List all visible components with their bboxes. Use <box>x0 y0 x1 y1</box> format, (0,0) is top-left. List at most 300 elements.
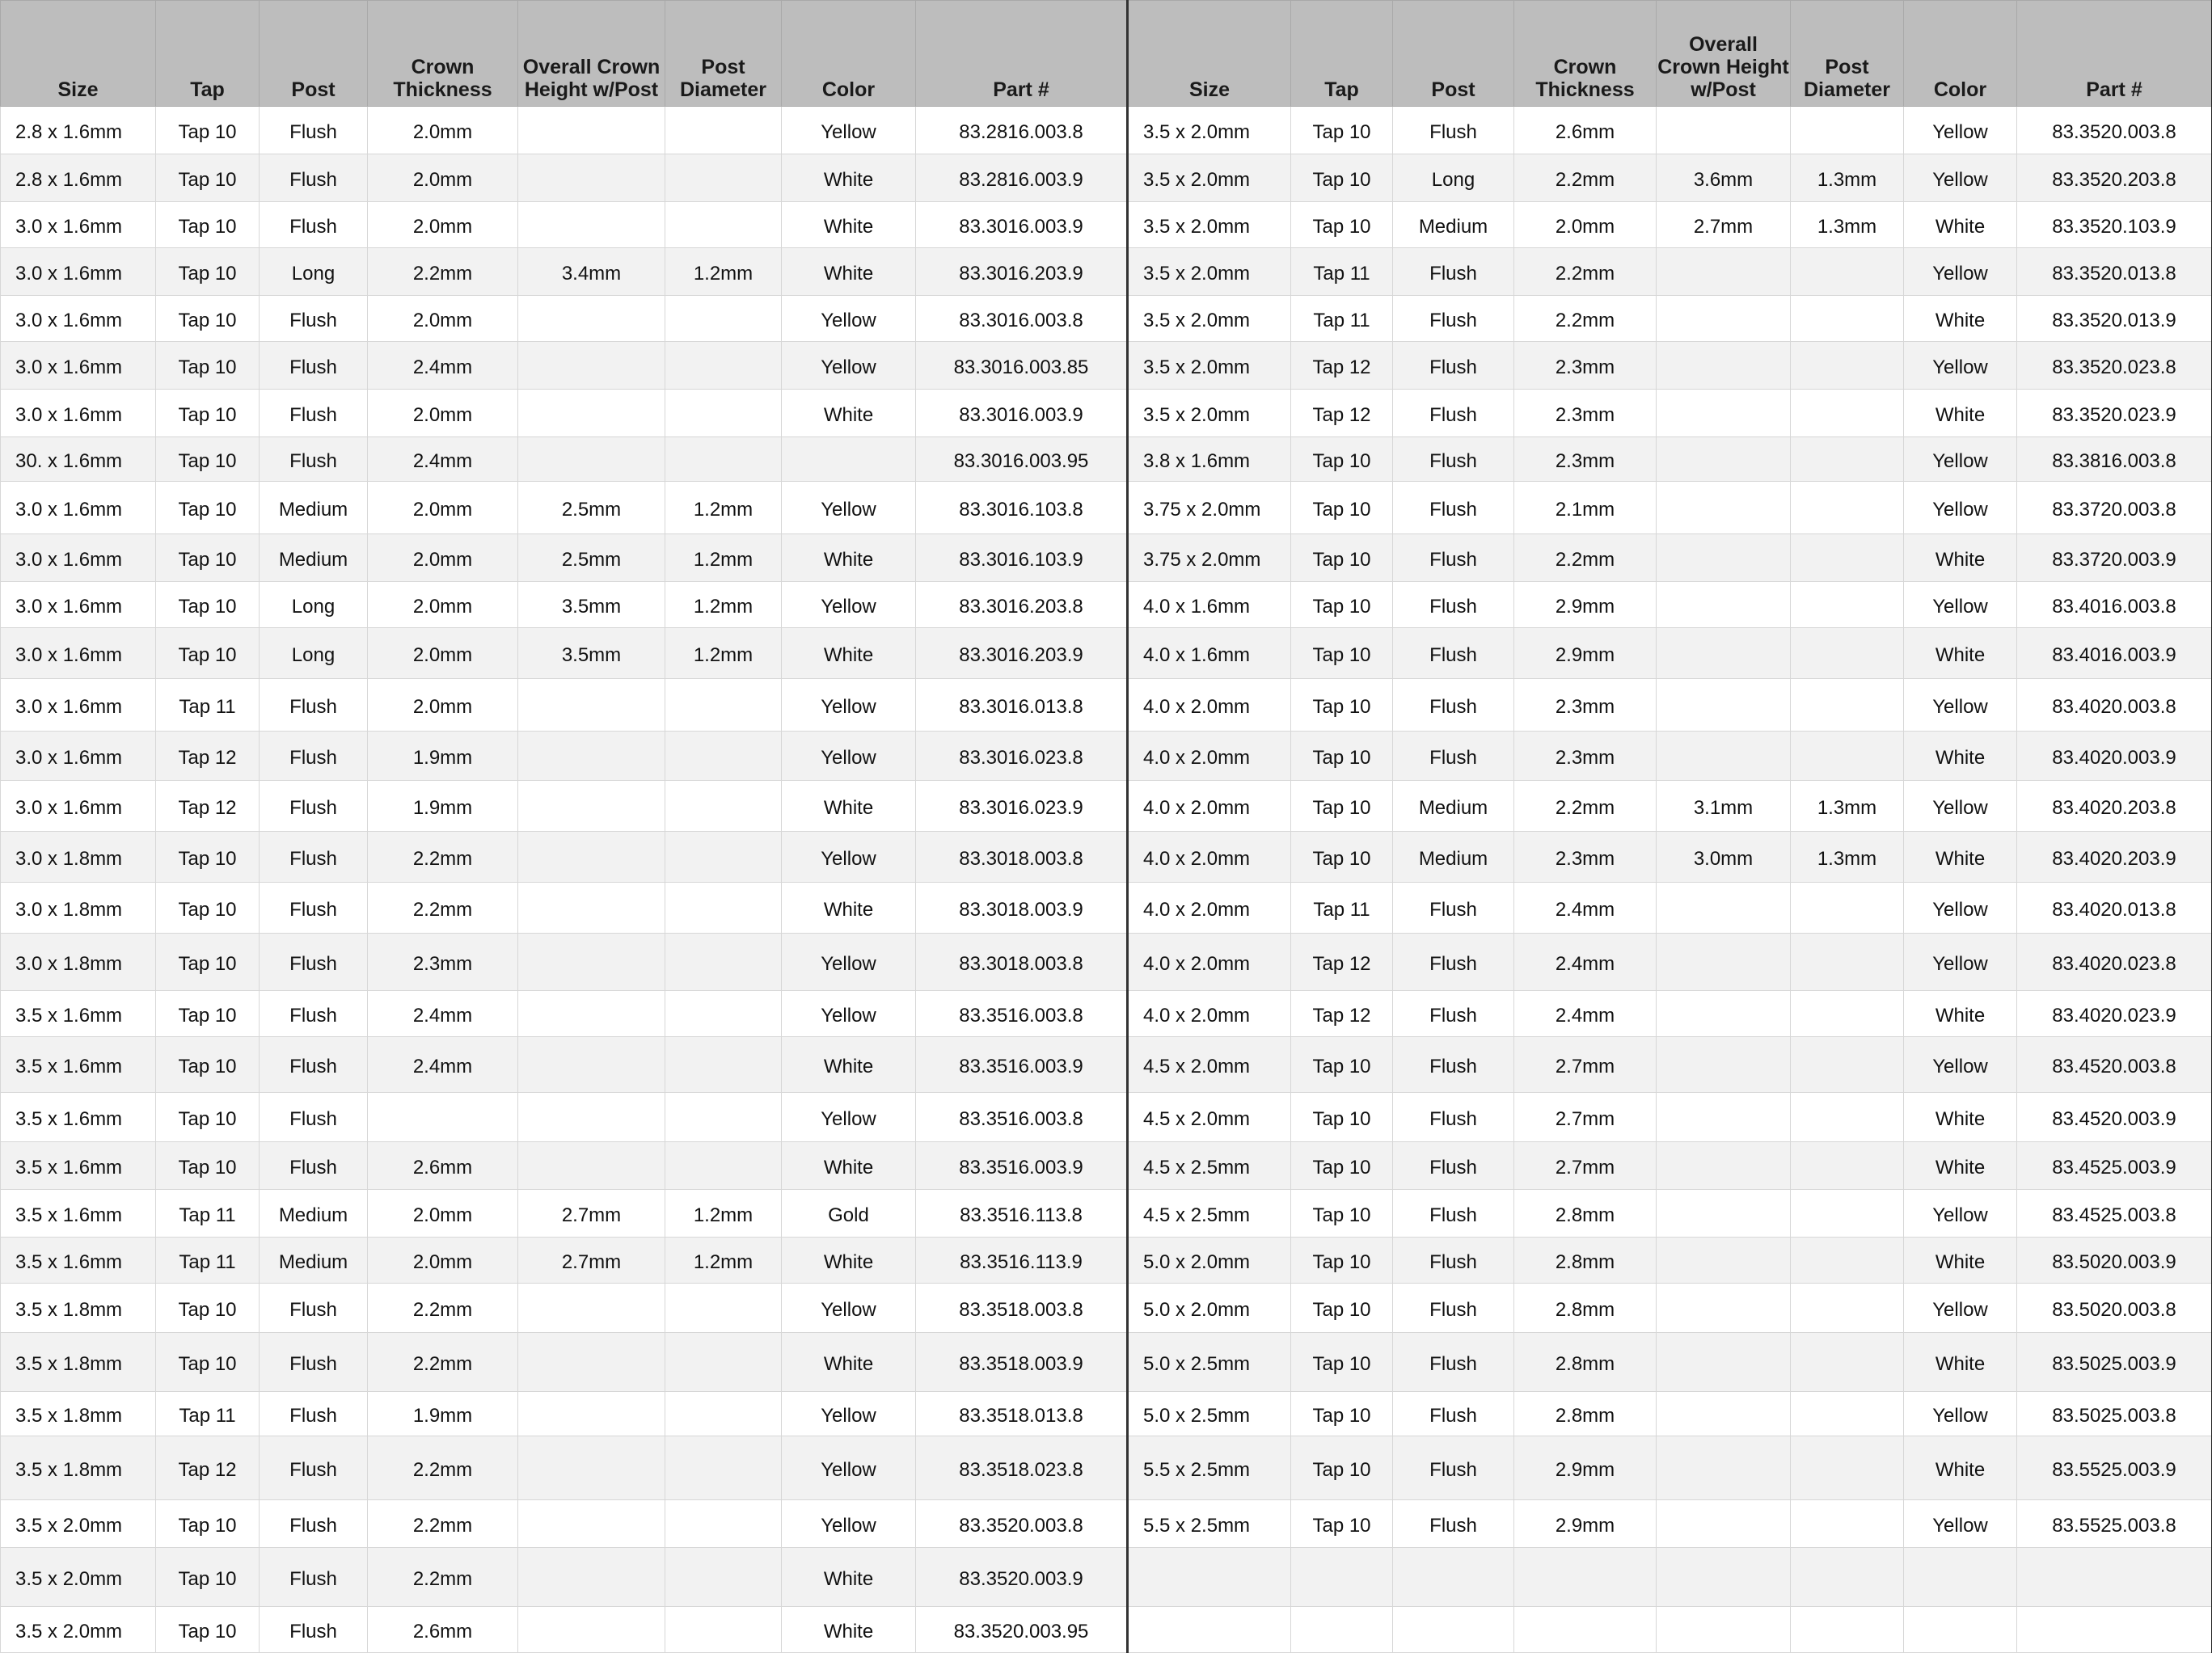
cell-size-left[interactable]: 3.5 x 1.8mm <box>1 1284 156 1333</box>
cell-color-left[interactable]: White <box>782 1142 916 1190</box>
cell-color-left[interactable]: White <box>782 1607 916 1653</box>
cell-overall-crown-height-right[interactable] <box>1657 1190 1791 1238</box>
cell-overall-crown-height-right[interactable] <box>1657 582 1791 628</box>
cell-part-number-right[interactable]: 83.4020.003.9 <box>2017 732 2212 781</box>
cell-post-diameter-left[interactable] <box>665 437 782 482</box>
cell-tap-left[interactable]: Tap 10 <box>156 832 260 883</box>
cell-tap-left[interactable]: Tap 10 <box>156 534 260 582</box>
cell-part-number-right[interactable]: 83.4020.023.9 <box>2017 991 2212 1037</box>
cell-part-number-left[interactable]: 83.3018.003.8 <box>916 832 1128 883</box>
cell-overall-crown-height-right[interactable] <box>1657 390 1791 437</box>
cell-overall-crown-height-left[interactable] <box>518 390 665 437</box>
cell-overall-crown-height-left[interactable] <box>518 883 665 934</box>
cell-tap-left[interactable]: Tap 12 <box>156 1436 260 1500</box>
cell-size-right[interactable]: 4.0 x 1.6mm <box>1128 628 1291 679</box>
cell-post-left[interactable]: Medium <box>260 1190 368 1238</box>
cell-overall-crown-height-right[interactable] <box>1657 248 1791 296</box>
cell-color-right[interactable]: Yellow <box>1904 582 2017 628</box>
cell-size-left[interactable]: 30. x 1.6mm <box>1 437 156 482</box>
cell-crown-thickness-right[interactable]: 2.3mm <box>1514 832 1657 883</box>
cell-tap-right[interactable]: Tap 10 <box>1291 202 1393 248</box>
cell-crown-thickness-left[interactable]: 2.0mm <box>368 154 518 202</box>
cell-post-diameter-left[interactable] <box>665 154 782 202</box>
cell-overall-crown-height-right[interactable] <box>1657 437 1791 482</box>
cell-color-right[interactable]: Yellow <box>1904 154 2017 202</box>
cell-crown-thickness-left[interactable]: 2.2mm <box>368 1548 518 1607</box>
header-crown-thickness[interactable]: Crown Thickness <box>1514 1 1657 107</box>
cell-crown-thickness-right[interactable]: 2.9mm <box>1514 1436 1657 1500</box>
cell-crown-thickness-right[interactable]: 2.4mm <box>1514 991 1657 1037</box>
cell-tap-right[interactable] <box>1291 1548 1393 1607</box>
cell-crown-thickness-left[interactable]: 2.0mm <box>368 202 518 248</box>
cell-part-number-right[interactable]: 83.4020.203.8 <box>2017 781 2212 832</box>
cell-size-right[interactable]: 5.0 x 2.5mm <box>1128 1333 1291 1392</box>
cell-color-right[interactable]: White <box>1904 202 2017 248</box>
cell-post-right[interactable]: Flush <box>1393 1190 1514 1238</box>
cell-part-number-right[interactable]: 83.3520.203.8 <box>2017 154 2212 202</box>
cell-color-right[interactable]: Yellow <box>1904 248 2017 296</box>
cell-crown-thickness-left[interactable]: 2.0mm <box>368 482 518 534</box>
cell-crown-thickness-left[interactable]: 2.2mm <box>368 832 518 883</box>
cell-crown-thickness-left[interactable]: 2.2mm <box>368 1500 518 1548</box>
cell-part-number-left[interactable]: 83.3016.003.85 <box>916 342 1128 390</box>
cell-part-number-right[interactable]: 83.3720.003.9 <box>2017 534 2212 582</box>
cell-part-number-right[interactable]: 83.3720.003.8 <box>2017 482 2212 534</box>
cell-post-diameter-right[interactable] <box>1791 1142 1904 1190</box>
cell-overall-crown-height-right[interactable] <box>1657 1500 1791 1548</box>
cell-size-left[interactable]: 3.5 x 1.6mm <box>1 1037 156 1093</box>
cell-overall-crown-height-right[interactable]: 3.1mm <box>1657 781 1791 832</box>
cell-overall-crown-height-left[interactable] <box>518 154 665 202</box>
cell-post-right[interactable]: Medium <box>1393 832 1514 883</box>
cell-color-left[interactable]: White <box>782 1548 916 1607</box>
cell-size-right[interactable]: 3.5 x 2.0mm <box>1128 296 1291 342</box>
cell-part-number-right[interactable]: 83.3520.013.9 <box>2017 296 2212 342</box>
cell-overall-crown-height-right[interactable]: 2.7mm <box>1657 202 1791 248</box>
cell-color-right[interactable]: White <box>1904 732 2017 781</box>
cell-part-number-left[interactable]: 83.3518.003.9 <box>916 1333 1128 1392</box>
cell-color-right[interactable]: Yellow <box>1904 1037 2017 1093</box>
cell-crown-thickness-left[interactable]: 1.9mm <box>368 732 518 781</box>
cell-overall-crown-height-right[interactable] <box>1657 342 1791 390</box>
cell-tap-right[interactable]: Tap 10 <box>1291 437 1393 482</box>
cell-post-left[interactable]: Flush <box>260 991 368 1037</box>
cell-part-number-right[interactable]: 83.5025.003.9 <box>2017 1333 2212 1392</box>
cell-crown-thickness-right[interactable]: 2.8mm <box>1514 1190 1657 1238</box>
cell-crown-thickness-right[interactable]: 2.8mm <box>1514 1238 1657 1284</box>
cell-post-right[interactable]: Flush <box>1393 1436 1514 1500</box>
cell-post-right[interactable]: Flush <box>1393 1284 1514 1333</box>
cell-crown-thickness-left[interactable]: 2.4mm <box>368 991 518 1037</box>
cell-overall-crown-height-right[interactable] <box>1657 1436 1791 1500</box>
cell-size-left[interactable]: 3.5 x 2.0mm <box>1 1500 156 1548</box>
cell-part-number-right[interactable]: 83.4525.003.8 <box>2017 1190 2212 1238</box>
cell-size-left[interactable]: 3.0 x 1.8mm <box>1 934 156 991</box>
cell-overall-crown-height-left[interactable] <box>518 832 665 883</box>
cell-size-left[interactable]: 3.0 x 1.6mm <box>1 482 156 534</box>
cell-part-number-right[interactable]: 83.3816.003.8 <box>2017 437 2212 482</box>
cell-part-number-left[interactable]: 83.3016.203.9 <box>916 248 1128 296</box>
cell-tap-left[interactable]: Tap 10 <box>156 1333 260 1392</box>
cell-crown-thickness-left[interactable]: 2.0mm <box>368 679 518 732</box>
cell-size-right[interactable]: 4.5 x 2.0mm <box>1128 1037 1291 1093</box>
cell-tap-left[interactable]: Tap 10 <box>156 1142 260 1190</box>
cell-color-left[interactable]: Yellow <box>782 832 916 883</box>
cell-post-diameter-right[interactable] <box>1791 482 1904 534</box>
cell-crown-thickness-right[interactable]: 2.3mm <box>1514 342 1657 390</box>
cell-post-diameter-left[interactable]: 1.2mm <box>665 1190 782 1238</box>
cell-part-number-left[interactable]: 83.3516.003.8 <box>916 1093 1128 1142</box>
cell-post-left[interactable]: Flush <box>260 781 368 832</box>
cell-color-right[interactable]: Yellow <box>1904 107 2017 154</box>
cell-size-right[interactable]: 3.5 x 2.0mm <box>1128 248 1291 296</box>
cell-crown-thickness-left[interactable]: 2.0mm <box>368 296 518 342</box>
cell-part-number-right[interactable]: 83.3520.023.9 <box>2017 390 2212 437</box>
cell-part-number-right[interactable]: 83.4020.003.8 <box>2017 679 2212 732</box>
cell-color-left[interactable]: Yellow <box>782 342 916 390</box>
cell-color-left[interactable]: Gold <box>782 1190 916 1238</box>
cell-post-diameter-left[interactable] <box>665 781 782 832</box>
cell-post-diameter-right[interactable] <box>1791 1037 1904 1093</box>
cell-size-right[interactable]: 4.5 x 2.5mm <box>1128 1190 1291 1238</box>
cell-post-right[interactable]: Flush <box>1393 934 1514 991</box>
cell-overall-crown-height-right[interactable] <box>1657 628 1791 679</box>
cell-size-right[interactable]: 3.5 x 2.0mm <box>1128 390 1291 437</box>
cell-part-number-left[interactable]: 83.3518.023.8 <box>916 1436 1128 1500</box>
cell-post-right[interactable]: Flush <box>1393 1500 1514 1548</box>
cell-size-left[interactable]: 3.0 x 1.8mm <box>1 832 156 883</box>
cell-part-number-right[interactable]: 83.4020.203.9 <box>2017 832 2212 883</box>
cell-post-diameter-left[interactable] <box>665 1436 782 1500</box>
cell-color-left[interactable]: White <box>782 248 916 296</box>
cell-overall-crown-height-left[interactable] <box>518 781 665 832</box>
header-overall-crown-height[interactable]: Overall Crown Height w/Post <box>518 1 665 107</box>
cell-post-diameter-right[interactable] <box>1791 1607 1904 1653</box>
cell-size-right[interactable]: 4.0 x 2.0mm <box>1128 883 1291 934</box>
cell-part-number-left[interactable]: 83.3516.003.8 <box>916 991 1128 1037</box>
cell-overall-crown-height-left[interactable] <box>518 934 665 991</box>
cell-part-number-left[interactable]: 83.3520.003.9 <box>916 1548 1128 1607</box>
cell-post-right[interactable]: Flush <box>1393 248 1514 296</box>
cell-tap-left[interactable]: Tap 10 <box>156 202 260 248</box>
cell-overall-crown-height-left[interactable] <box>518 1436 665 1500</box>
cell-post-right[interactable]: Flush <box>1393 296 1514 342</box>
cell-color-right[interactable]: Yellow <box>1904 934 2017 991</box>
cell-post-diameter-right[interactable] <box>1791 1392 1904 1436</box>
cell-post-right[interactable]: Flush <box>1393 482 1514 534</box>
cell-crown-thickness-right[interactable]: 2.3mm <box>1514 390 1657 437</box>
cell-color-left[interactable]: Yellow <box>782 732 916 781</box>
cell-post-diameter-right[interactable]: 1.3mm <box>1791 202 1904 248</box>
cell-size-right[interactable]: 4.0 x 1.6mm <box>1128 582 1291 628</box>
cell-tap-left[interactable]: Tap 10 <box>156 1284 260 1333</box>
cell-tap-left[interactable]: Tap 10 <box>156 1500 260 1548</box>
cell-tap-right[interactable]: Tap 11 <box>1291 883 1393 934</box>
cell-post-diameter-right[interactable] <box>1791 437 1904 482</box>
cell-part-number-left[interactable]: 83.3016.003.9 <box>916 202 1128 248</box>
cell-size-left[interactable]: 3.0 x 1.8mm <box>1 883 156 934</box>
cell-size-left[interactable]: 3.5 x 1.8mm <box>1 1436 156 1500</box>
cell-post-left[interactable]: Flush <box>260 934 368 991</box>
cell-color-left[interactable]: White <box>782 534 916 582</box>
cell-size-left[interactable]: 3.0 x 1.6mm <box>1 390 156 437</box>
cell-crown-thickness-right[interactable]: 2.9mm <box>1514 628 1657 679</box>
cell-part-number-left[interactable]: 83.3520.003.8 <box>916 1500 1128 1548</box>
cell-part-number-left[interactable]: 83.3016.003.9 <box>916 390 1128 437</box>
cell-post-diameter-right[interactable]: 1.3mm <box>1791 781 1904 832</box>
cell-size-left[interactable]: 3.5 x 1.6mm <box>1 1142 156 1190</box>
cell-size-right[interactable]: 3.75 x 2.0mm <box>1128 482 1291 534</box>
cell-part-number-left[interactable]: 83.3016.003.95 <box>916 437 1128 482</box>
cell-crown-thickness-left[interactable]: 2.2mm <box>368 248 518 296</box>
cell-color-right[interactable]: Yellow <box>1904 1190 2017 1238</box>
cell-tap-left[interactable]: Tap 11 <box>156 1190 260 1238</box>
cell-size-right[interactable]: 4.0 x 2.0mm <box>1128 832 1291 883</box>
cell-crown-thickness-right[interactable]: 2.0mm <box>1514 202 1657 248</box>
cell-post-diameter-right[interactable] <box>1791 1238 1904 1284</box>
cell-color-left[interactable]: White <box>782 883 916 934</box>
cell-post-left[interactable]: Flush <box>260 1093 368 1142</box>
cell-crown-thickness-left[interactable]: 2.2mm <box>368 883 518 934</box>
cell-part-number-left[interactable]: 83.3016.203.8 <box>916 582 1128 628</box>
cell-crown-thickness-left[interactable]: 2.2mm <box>368 1333 518 1392</box>
cell-color-right[interactable]: White <box>1904 1436 2017 1500</box>
cell-post-diameter-right[interactable] <box>1791 296 1904 342</box>
cell-color-right[interactable]: Yellow <box>1904 1392 2017 1436</box>
cell-crown-thickness-right[interactable]: 2.8mm <box>1514 1392 1657 1436</box>
cell-color-left[interactable]: Yellow <box>782 296 916 342</box>
cell-overall-crown-height-left[interactable] <box>518 202 665 248</box>
cell-size-left[interactable]: 3.5 x 1.6mm <box>1 1238 156 1284</box>
cell-part-number-right[interactable]: 83.5525.003.9 <box>2017 1436 2212 1500</box>
cell-tap-left[interactable]: Tap 10 <box>156 248 260 296</box>
cell-tap-right[interactable]: Tap 10 <box>1291 107 1393 154</box>
cell-part-number-right[interactable]: 83.3520.103.9 <box>2017 202 2212 248</box>
header-tap[interactable]: Tap <box>1291 1 1393 107</box>
cell-part-number-right[interactable]: 83.3520.013.8 <box>2017 248 2212 296</box>
cell-part-number-right[interactable]: 83.4016.003.9 <box>2017 628 2212 679</box>
cell-size-right[interactable]: 3.5 x 2.0mm <box>1128 154 1291 202</box>
cell-post-left[interactable]: Flush <box>260 1607 368 1653</box>
cell-color-left[interactable]: Yellow <box>782 1436 916 1500</box>
cell-overall-crown-height-left[interactable] <box>518 1392 665 1436</box>
cell-post-diameter-right[interactable] <box>1791 732 1904 781</box>
cell-tap-left[interactable]: Tap 10 <box>156 628 260 679</box>
cell-color-right[interactable]: White <box>1904 1333 2017 1392</box>
cell-overall-crown-height-right[interactable] <box>1657 883 1791 934</box>
cell-part-number-left[interactable]: 83.3516.003.9 <box>916 1142 1128 1190</box>
cell-overall-crown-height-right[interactable] <box>1657 934 1791 991</box>
cell-size-left[interactable]: 2.8 x 1.6mm <box>1 154 156 202</box>
cell-overall-crown-height-left[interactable] <box>518 1037 665 1093</box>
cell-size-right[interactable]: 4.5 x 2.0mm <box>1128 1093 1291 1142</box>
cell-tap-right[interactable]: Tap 12 <box>1291 390 1393 437</box>
cell-crown-thickness-left[interactable]: 2.3mm <box>368 934 518 991</box>
cell-tap-right[interactable]: Tap 10 <box>1291 1190 1393 1238</box>
cell-part-number-right[interactable]: 83.4525.003.9 <box>2017 1142 2212 1190</box>
cell-part-number-left[interactable]: 83.3018.003.9 <box>916 883 1128 934</box>
cell-post-left[interactable]: Flush <box>260 679 368 732</box>
header-size[interactable]: Size <box>1 1 156 107</box>
cell-color-right[interactable]: Yellow <box>1904 883 2017 934</box>
cell-post-diameter-left[interactable] <box>665 1093 782 1142</box>
cell-tap-right[interactable]: Tap 10 <box>1291 679 1393 732</box>
cell-post-diameter-right[interactable] <box>1791 1093 1904 1142</box>
cell-tap-left[interactable]: Tap 10 <box>156 1093 260 1142</box>
cell-size-left[interactable]: 3.5 x 2.0mm <box>1 1607 156 1653</box>
cell-tap-right[interactable]: Tap 10 <box>1291 1333 1393 1392</box>
cell-overall-crown-height-left[interactable] <box>518 107 665 154</box>
cell-post-diameter-left[interactable] <box>665 732 782 781</box>
cell-part-number-left[interactable]: 83.3520.003.95 <box>916 1607 1128 1653</box>
cell-overall-crown-height-left[interactable] <box>518 1500 665 1548</box>
cell-tap-left[interactable]: Tap 10 <box>156 991 260 1037</box>
cell-size-right[interactable]: 5.0 x 2.5mm <box>1128 1392 1291 1436</box>
cell-crown-thickness-left[interactable]: 2.0mm <box>368 390 518 437</box>
cell-overall-crown-height-right[interactable] <box>1657 1333 1791 1392</box>
cell-color-right[interactable]: Yellow <box>1904 482 2017 534</box>
cell-post-right[interactable]: Medium <box>1393 202 1514 248</box>
cell-crown-thickness-left[interactable]: 2.0mm <box>368 534 518 582</box>
cell-tap-right[interactable]: Tap 10 <box>1291 1037 1393 1093</box>
cell-post-diameter-right[interactable] <box>1791 679 1904 732</box>
cell-tap-right[interactable]: Tap 10 <box>1291 154 1393 202</box>
cell-crown-thickness-right[interactable]: 2.7mm <box>1514 1142 1657 1190</box>
cell-post-right[interactable]: Flush <box>1393 991 1514 1037</box>
cell-post-diameter-left[interactable] <box>665 1037 782 1093</box>
cell-post-left[interactable]: Flush <box>260 1284 368 1333</box>
cell-crown-thickness-right[interactable] <box>1514 1607 1657 1653</box>
cell-overall-crown-height-left[interactable] <box>518 1284 665 1333</box>
cell-overall-crown-height-left[interactable] <box>518 1548 665 1607</box>
cell-color-right[interactable] <box>1904 1548 2017 1607</box>
cell-crown-thickness-left[interactable] <box>368 1093 518 1142</box>
cell-color-left[interactable]: Yellow <box>782 582 916 628</box>
cell-tap-right[interactable]: Tap 10 <box>1291 732 1393 781</box>
cell-post-right[interactable]: Flush <box>1393 679 1514 732</box>
cell-post-right[interactable]: Medium <box>1393 781 1514 832</box>
cell-color-left[interactable]: White <box>782 154 916 202</box>
cell-post-left[interactable]: Flush <box>260 732 368 781</box>
cell-part-number-left[interactable]: 83.3016.013.8 <box>916 679 1128 732</box>
cell-part-number-left[interactable]: 83.3516.113.8 <box>916 1190 1128 1238</box>
cell-size-right[interactable]: 5.0 x 2.0mm <box>1128 1238 1291 1284</box>
cell-color-right[interactable]: White <box>1904 1238 2017 1284</box>
cell-size-right[interactable]: 5.5 x 2.5mm <box>1128 1500 1291 1548</box>
cell-tap-left[interactable]: Tap 10 <box>156 390 260 437</box>
cell-part-number-left[interactable]: 83.3016.023.9 <box>916 781 1128 832</box>
cell-color-right[interactable]: Yellow <box>1904 437 2017 482</box>
cell-size-left[interactable]: 3.5 x 2.0mm <box>1 1548 156 1607</box>
cell-post-diameter-left[interactable] <box>665 1548 782 1607</box>
cell-post-left[interactable]: Flush <box>260 1500 368 1548</box>
cell-crown-thickness-left[interactable]: 2.2mm <box>368 1436 518 1500</box>
cell-post-right[interactable]: Flush <box>1393 107 1514 154</box>
cell-post-right[interactable]: Flush <box>1393 1142 1514 1190</box>
cell-crown-thickness-left[interactable]: 2.0mm <box>368 1190 518 1238</box>
cell-post-diameter-right[interactable] <box>1791 582 1904 628</box>
cell-post-diameter-right[interactable]: 1.3mm <box>1791 832 1904 883</box>
cell-part-number-left[interactable]: 83.3516.113.9 <box>916 1238 1128 1284</box>
cell-post-right[interactable]: Flush <box>1393 732 1514 781</box>
cell-size-left[interactable]: 3.0 x 1.6mm <box>1 248 156 296</box>
cell-color-right[interactable]: Yellow <box>1904 342 2017 390</box>
cell-part-number-right[interactable]: 83.3520.003.8 <box>2017 107 2212 154</box>
cell-tap-right[interactable]: Tap 10 <box>1291 1284 1393 1333</box>
cell-crown-thickness-left[interactable]: 2.6mm <box>368 1142 518 1190</box>
cell-post-diameter-right[interactable] <box>1791 248 1904 296</box>
cell-tap-left[interactable]: Tap 10 <box>156 437 260 482</box>
cell-tap-right[interactable]: Tap 10 <box>1291 482 1393 534</box>
cell-overall-crown-height-left[interactable]: 2.5mm <box>518 534 665 582</box>
cell-part-number-right[interactable]: 83.4020.023.8 <box>2017 934 2212 991</box>
cell-post-diameter-left[interactable]: 1.2mm <box>665 534 782 582</box>
cell-post-diameter-left[interactable]: 1.2mm <box>665 628 782 679</box>
cell-size-right[interactable]: 3.5 x 2.0mm <box>1128 107 1291 154</box>
cell-crown-thickness-right[interactable]: 2.9mm <box>1514 582 1657 628</box>
cell-tap-left[interactable]: Tap 10 <box>156 107 260 154</box>
cell-overall-crown-height-right[interactable] <box>1657 679 1791 732</box>
cell-crown-thickness-left[interactable]: 2.0mm <box>368 582 518 628</box>
cell-post-left[interactable]: Medium <box>260 534 368 582</box>
cell-part-number-left[interactable]: 83.3518.003.8 <box>916 1284 1128 1333</box>
cell-size-left[interactable]: 3.0 x 1.6mm <box>1 628 156 679</box>
cell-post-left[interactable]: Long <box>260 248 368 296</box>
cell-post-diameter-left[interactable] <box>665 296 782 342</box>
cell-post-right[interactable]: Flush <box>1393 1093 1514 1142</box>
cell-post-right[interactable]: Flush <box>1393 534 1514 582</box>
cell-overall-crown-height-right[interactable] <box>1657 107 1791 154</box>
cell-color-left[interactable]: Yellow <box>782 991 916 1037</box>
cell-overall-crown-height-right[interactable] <box>1657 991 1791 1037</box>
cell-size-left[interactable]: 3.5 x 1.8mm <box>1 1333 156 1392</box>
cell-post-diameter-right[interactable] <box>1791 883 1904 934</box>
cell-part-number-left[interactable]: 83.3016.203.9 <box>916 628 1128 679</box>
cell-post-diameter-left[interactable] <box>665 107 782 154</box>
header-color[interactable]: Color <box>1904 1 2017 107</box>
cell-size-right[interactable] <box>1128 1607 1291 1653</box>
cell-post-left[interactable]: Flush <box>260 1142 368 1190</box>
cell-overall-crown-height-left[interactable]: 2.7mm <box>518 1190 665 1238</box>
cell-tap-left[interactable]: Tap 10 <box>156 482 260 534</box>
cell-overall-crown-height-right[interactable] <box>1657 732 1791 781</box>
cell-color-right[interactable]: White <box>1904 628 2017 679</box>
header-post-diameter[interactable]: Post Diameter <box>1791 1 1904 107</box>
cell-post-diameter-right[interactable] <box>1791 991 1904 1037</box>
cell-tap-left[interactable]: Tap 10 <box>156 883 260 934</box>
header-color[interactable]: Color <box>782 1 916 107</box>
cell-post-diameter-right[interactable] <box>1791 1190 1904 1238</box>
cell-overall-crown-height-right[interactable] <box>1657 296 1791 342</box>
cell-part-number-left[interactable]: 83.2816.003.9 <box>916 154 1128 202</box>
cell-tap-left[interactable]: Tap 10 <box>156 1548 260 1607</box>
cell-post-diameter-left[interactable] <box>665 342 782 390</box>
cell-overall-crown-height-left[interactable] <box>518 1607 665 1653</box>
header-overall-crown-height[interactable]: Overall Crown Height w/Post <box>1657 1 1791 107</box>
cell-tap-right[interactable]: Tap 10 <box>1291 582 1393 628</box>
cell-size-left[interactable]: 2.8 x 1.6mm <box>1 107 156 154</box>
cell-color-left[interactable]: Yellow <box>782 1284 916 1333</box>
cell-overall-crown-height-right[interactable] <box>1657 1142 1791 1190</box>
cell-color-right[interactable]: Yellow <box>1904 1284 2017 1333</box>
cell-color-left[interactable]: White <box>782 390 916 437</box>
cell-overall-crown-height-right[interactable] <box>1657 1548 1791 1607</box>
cell-post-diameter-left[interactable]: 1.2mm <box>665 1238 782 1284</box>
cell-post-left[interactable]: Flush <box>260 342 368 390</box>
cell-tap-right[interactable]: Tap 10 <box>1291 1500 1393 1548</box>
cell-tap-left[interactable]: Tap 11 <box>156 679 260 732</box>
cell-size-left[interactable]: 3.5 x 1.8mm <box>1 1392 156 1436</box>
